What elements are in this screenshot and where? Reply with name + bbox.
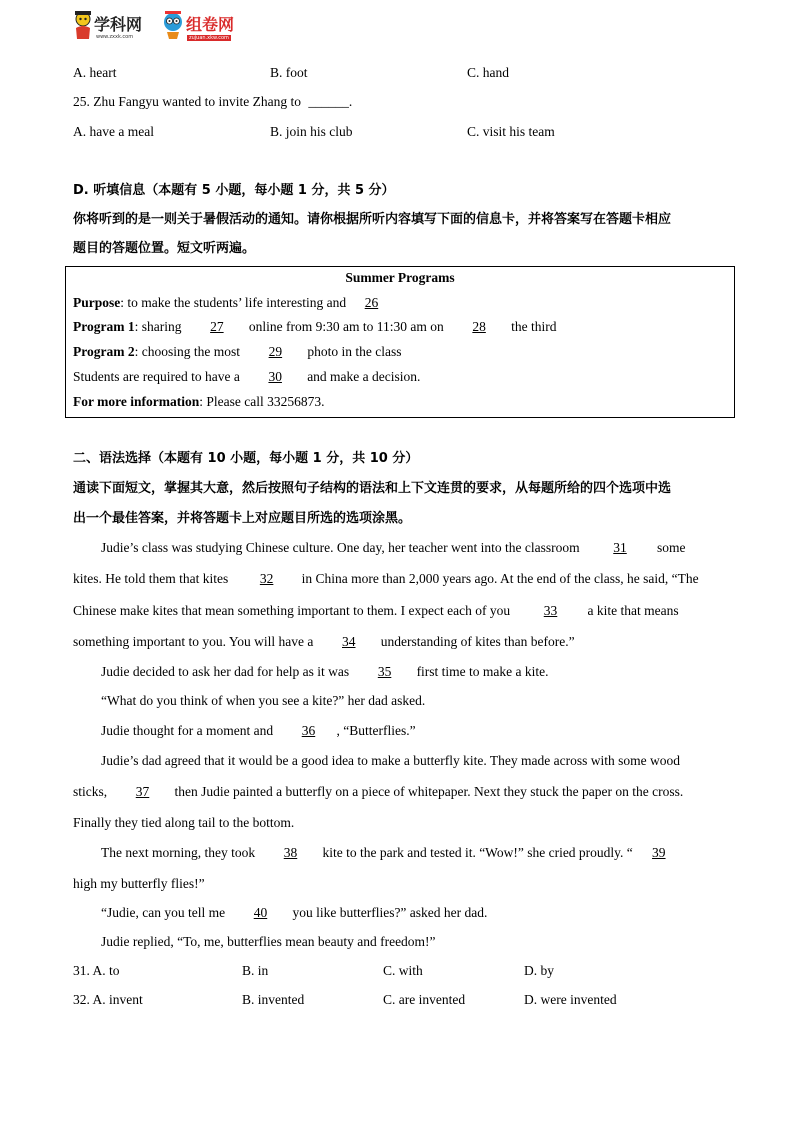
logo2-url: zujuan.xkw.com [189,35,229,41]
purpose-text: : to make the students’ life interesting and [120,295,347,310]
passage-line-13 [101,905,487,921]
blank-27[interactable]: 27 [210,319,224,334]
card-info-line [73,394,324,410]
card-program2-line [73,344,401,360]
logo1-text: 学科网 [94,15,143,34]
passage-text: then Judie painted a butterfly on a piece of whitepaper. Next they stuck the paper on the cross. [174,784,684,799]
program2-text-a: : choosing the most [134,344,240,359]
blank-29[interactable]: 29 [268,344,283,359]
blank-26[interactable]: 26 [364,295,379,310]
passage-text: some [657,540,686,555]
passage-text: Judie decided to ask her dad for help as it was [101,664,350,679]
passage-text: Judie’s class was studying Chinese culture. One day, her teacher went into the classroom [101,540,580,555]
passage-line-1 [101,540,686,556]
passage-line-14: Judie replied, “To, me, butterflies mean beauty and freedom!” [101,934,436,949]
blank-40[interactable]: 40 [253,905,268,920]
passage-text: The next morning, they took [101,845,256,860]
program1-label: Program 1 [73,319,135,334]
passage-text: sticks, [73,784,108,799]
passage-line-8: Judie’s dad agreed that it would be a good idea to make a butterfly kite. They made across with some wood [101,753,680,768]
q32-option-c: C. are invented [383,992,466,1007]
section-2-instruction-2: 出一个最佳答案，并将答题卡上对应题目所选的选项涂黑。 [73,511,412,526]
passage-line-11 [101,845,685,861]
logo1-url: www.zxxk.com [96,34,134,40]
blank-35[interactable]: 35 [377,664,392,679]
passage-text: Judie thought for a moment and [101,723,274,738]
passage-text: a kite that means [587,603,679,618]
blank-34[interactable]: 34 [342,634,356,649]
q24-option-c: C. hand [467,65,509,80]
passage-text: , “Butterflies.” [336,723,416,738]
card-students-line [73,369,420,385]
passage-line-9 [73,784,683,800]
passage-line-12: high my butterfly flies!” [73,876,205,891]
blank-28[interactable]: 28 [472,319,486,334]
section-d-instruction-2: 题目的答题位置。短文听两遍。 [73,241,256,256]
card-program1-line [73,319,556,335]
passage-line-7 [101,723,416,739]
blank-39[interactable]: 39 [652,845,666,860]
q25-stem [73,94,352,110]
q24-option-b: B. foot [270,65,308,80]
blank-36[interactable]: 36 [301,723,316,738]
logo2-text: 组卷网 [186,15,235,34]
q25-blank: ______ [308,94,349,109]
owl-mascot-icon [162,10,184,40]
passage-text: you like butterflies?” asked her dad. [292,905,488,920]
q31-option-c: C. with [383,963,423,978]
passage-line-2 [73,571,699,587]
q32-option-b: B. invented [242,992,305,1007]
section-2-instruction-1: 通读下面短文，掌握其大意，然后按照句子结构的语法和上下文连贯的要求，从每题所给的四个选项中选 [73,481,672,496]
q31-option-a: 31. A. to [73,963,120,978]
student-mascot-icon [72,10,94,40]
passage-line-6: “What do you think of when you see a kite?” her dad asked. [101,693,426,708]
passage-line-3 [73,603,679,619]
blank-33[interactable]: 33 [543,603,558,618]
blank-31[interactable]: 31 [613,540,627,555]
section-d-title: D. 听填信息（本题有 5 小题，每小题 1 分，共 5 分） [73,183,395,198]
students-text-b: and make a decision. [307,369,421,384]
section-d-instruction-1: 你将听到的是一则关于暑假活动的通知。请你根据所听内容填写下面的信息卡，并将答案写在答题卡相应 [73,212,672,227]
logo-zujuanwang [162,8,247,44]
passage-line-10: Finally they tied along tail to the bottom. [73,815,295,830]
q25-end: . [348,94,353,109]
students-text-a: Students are required to have a [73,369,240,384]
blank-37[interactable]: 37 [135,784,150,799]
program1-text-c: the third [511,319,557,334]
program1-text-a: : sharing [134,319,182,334]
blank-32[interactable]: 32 [259,571,274,586]
section-2-title: 二、语法选择（本题有 10 小题，每小题 1 分，共 10 分） [73,451,419,466]
card-purpose-line [73,295,389,311]
q31-option-b: B. in [242,963,269,978]
q32-option-a: 32. A. invent [73,992,143,1007]
q24-option-a: A. heart [73,65,117,80]
info-text: : Please call 33256873. [199,394,325,409]
q25-stem-text: 25. Zhu Fangyu wanted to invite Zhang to [73,94,301,109]
q32-option-d: D. were invented [524,992,617,1007]
passage-line-5 [101,664,549,680]
card-title: Summer Programs [345,270,455,285]
passage-text: something important to you. You will have a [73,634,314,649]
program2-text-b: photo in the class [307,344,402,359]
passage-text: kite to the park and tested it. “Wow!” she cried proudly. “ [322,845,633,860]
q25-option-b: B. join his club [270,124,353,139]
q25-option-a: A. have a meal [73,124,154,139]
passage-text: in China more than 2,000 years ago. At the end of the class, he said, “The [301,571,699,586]
purpose-label: Purpose [73,295,121,310]
q31-option-d: D. by [524,963,554,978]
program1-text-b: online from 9:30 am to 11:30 am on [248,319,444,334]
passage-text: understanding of kites than before.” [380,634,575,649]
program2-label: Program 2 [73,344,135,359]
passage-text: “Judie, can you tell me [101,905,226,920]
passage-text: kites. He told them that kites [73,571,229,586]
passage-text: first time to make a kite. [416,664,549,679]
blank-30[interactable]: 30 [268,369,282,384]
passage-text: Chinese make kites that mean something important to them. I expect each of you [73,603,511,618]
info-label: For more information [73,394,200,409]
q25-option-c: C. visit his team [467,124,555,139]
logo-xuekewang [72,8,157,44]
blank-38[interactable]: 38 [283,845,298,860]
passage-line-4 [73,634,575,650]
